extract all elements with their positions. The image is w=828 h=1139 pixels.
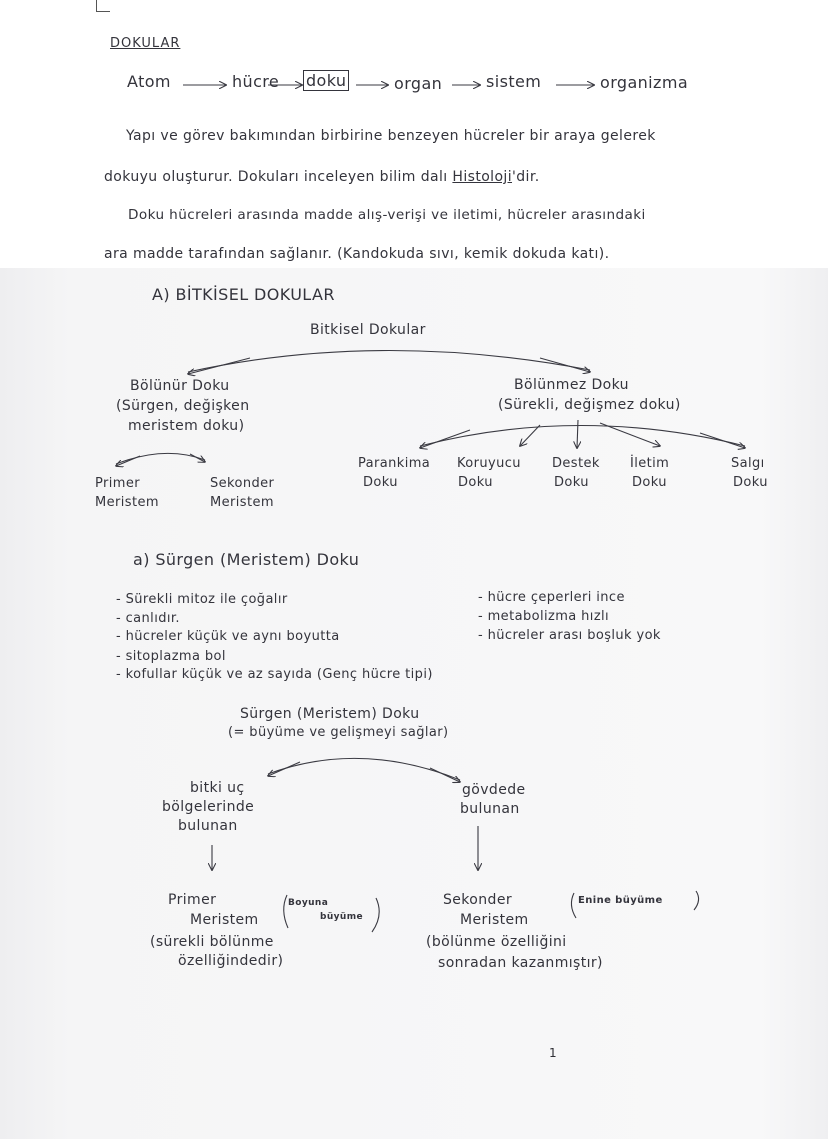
tree-node-right: (Sürekli, değişmez doku) bbox=[498, 397, 681, 413]
subtree-arrow bbox=[190, 454, 205, 462]
leaf-sekonder: Meristem bbox=[210, 495, 274, 510]
tree2-root-note: (= büyüme ve gelişmeyi sağlar) bbox=[228, 725, 449, 740]
paragraph-line: Yapı ve görev bakımından birbirine benzeyen hücreler bir araya gelerek bbox=[126, 128, 656, 144]
subtree-arrow bbox=[116, 456, 140, 466]
leaf-primer: Primer bbox=[95, 476, 140, 491]
tree-node-right: Bölünmez Doku bbox=[514, 377, 629, 393]
paragraph-line: Doku hücreleri arasında madde alış-verişi ve iletimi, hücreler arasındaki bbox=[128, 207, 646, 223]
chain-hucre: hücre bbox=[232, 72, 280, 91]
leaf-koruyucu: Koruyucu bbox=[457, 456, 521, 471]
tree-node-left: (Sürgen, değişken bbox=[116, 398, 250, 414]
paragraph-text: 'dir. bbox=[512, 169, 540, 185]
page-title: DOKULAR bbox=[110, 36, 181, 51]
chain-organ: organ bbox=[394, 74, 443, 93]
sekonder-title: Sekonder bbox=[443, 892, 513, 908]
leaf-arrow bbox=[700, 433, 745, 448]
tree-arc bbox=[188, 350, 590, 372]
branch-left: bulunan bbox=[178, 818, 238, 834]
sekonder-desc: (bölünme özelliğini bbox=[426, 934, 567, 950]
tree2-arrow bbox=[268, 762, 300, 776]
section-heading: A) BİTKİSEL DOKULAR bbox=[152, 285, 335, 304]
leaf-salgi: Salgı bbox=[731, 456, 765, 471]
list-item: - sitoplazma bol bbox=[116, 649, 226, 664]
paragraph-line: ara madde tarafından sağlanır. (Kandokuda sıvı, kemik dokuda katı). bbox=[104, 246, 610, 262]
tree-node-left: Bölünür Doku bbox=[130, 378, 230, 394]
leaf-iletim: Doku bbox=[632, 475, 667, 490]
list-item: - hücre çeperleri ince bbox=[478, 590, 625, 605]
sekonder-desc: sonradan kazanmıştır) bbox=[438, 955, 603, 971]
note-paren bbox=[571, 893, 576, 918]
branch-right: gövdede bbox=[462, 782, 526, 798]
leaf-arrow bbox=[600, 423, 660, 446]
sekonder-note: Enine büyüme bbox=[578, 895, 663, 906]
leaf-salgi: Doku bbox=[733, 475, 768, 490]
note-paren bbox=[694, 891, 699, 910]
leaf-koruyucu: Doku bbox=[458, 475, 493, 490]
primer-desc: (sürekli bölünme bbox=[150, 934, 274, 950]
chain-sistem: sistem bbox=[486, 72, 542, 91]
primer-title: Primer bbox=[168, 892, 217, 908]
chain-organizma: organizma bbox=[600, 73, 689, 92]
subtree-arc bbox=[420, 426, 745, 447]
tree-node-left: meristem doku) bbox=[128, 418, 245, 434]
branch-right: bulunan bbox=[460, 801, 520, 817]
note-paren bbox=[372, 898, 379, 932]
list-item: - hücreler küçük ve aynı boyutta bbox=[116, 629, 340, 644]
leaf-destek: Destek bbox=[552, 456, 600, 471]
paragraph-text: dokuyu oluşturur. Dokuları inceleyen bilim dalı bbox=[104, 169, 448, 185]
leaf-arrow bbox=[420, 430, 470, 448]
list-item: - metabolizma hızlı bbox=[478, 609, 610, 624]
leaf-iletim: İletim bbox=[630, 456, 670, 471]
list-item: - kofullar küçük ve az sayıda (Genç hücre tipi) bbox=[116, 667, 433, 682]
histoloji-term: Histoloji bbox=[452, 169, 513, 185]
primer-note: Boyuna bbox=[288, 898, 329, 908]
page-number: 1 bbox=[549, 1046, 557, 1060]
primer-note: büyüme bbox=[320, 912, 364, 922]
branch-left: bölgelerinde bbox=[162, 799, 255, 815]
tree-arrow bbox=[188, 358, 250, 374]
leaf-parankima: Doku bbox=[363, 475, 398, 490]
leaf-sekonder: Sekonder bbox=[210, 476, 275, 491]
list-item: - canlıdır. bbox=[116, 611, 180, 626]
chain-atom: Atom bbox=[127, 72, 171, 91]
leaf-parankima: Parankima bbox=[358, 456, 431, 471]
tree2-arrow bbox=[430, 768, 460, 782]
list-item: - Sürekli mitoz ile çoğalır bbox=[116, 592, 288, 607]
tree-root: Bitkisel Dokular bbox=[310, 322, 426, 338]
chain-doku: doku bbox=[303, 70, 349, 91]
primer-title: Meristem bbox=[190, 912, 259, 928]
sekonder-title: Meristem bbox=[460, 912, 529, 928]
leaf-arrow bbox=[577, 420, 578, 448]
branch-left: bitki uç bbox=[190, 780, 245, 796]
tree2-arc bbox=[268, 758, 460, 780]
list-item: - hücreler arası boşluk yok bbox=[478, 628, 661, 643]
tree-arrow bbox=[540, 358, 590, 372]
tree2-root: Sürgen (Meristem) Doku bbox=[240, 706, 420, 722]
primer-desc: özelliğindedir) bbox=[178, 953, 284, 969]
note-paren bbox=[284, 895, 288, 928]
subsection-heading: a) Sürgen (Meristem) Doku bbox=[133, 550, 360, 569]
leaf-destek: Doku bbox=[554, 475, 589, 490]
leaf-primer: Meristem bbox=[95, 495, 159, 510]
